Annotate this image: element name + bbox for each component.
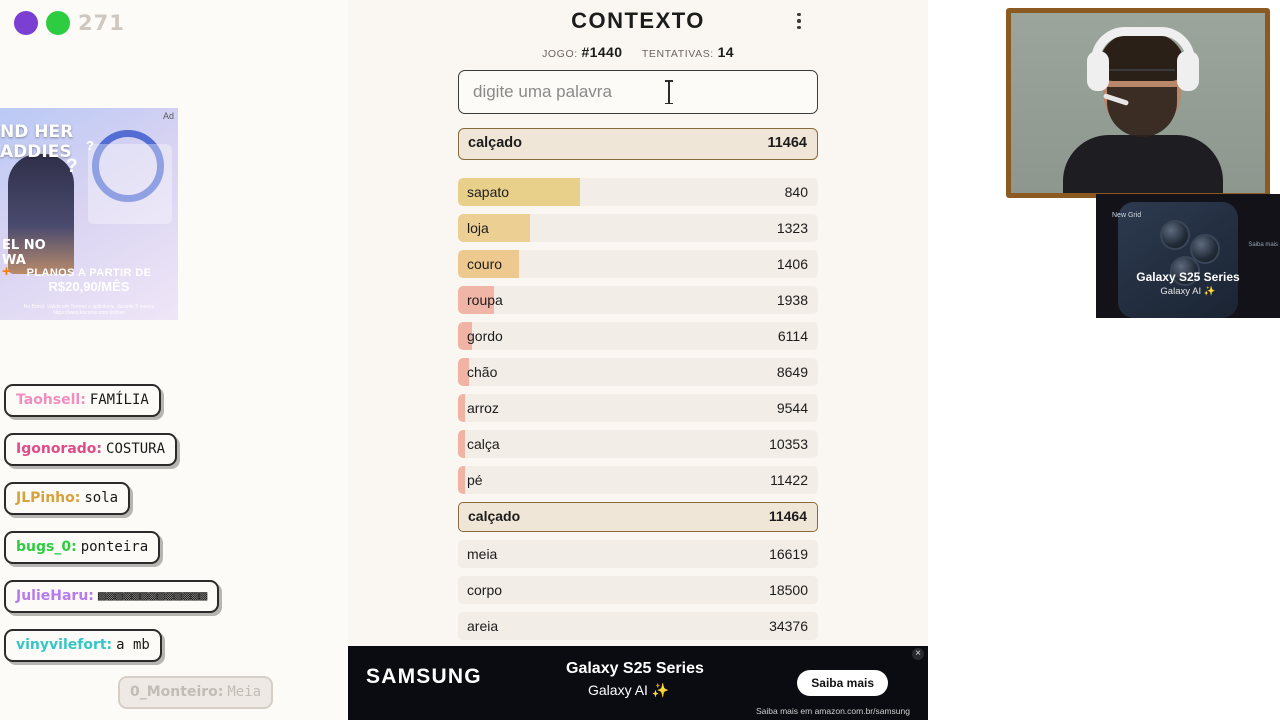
partial-ad-text xyxy=(1268,110,1280,140)
ad-headline-line2: ADDIES xyxy=(0,142,72,162)
guess-bar xyxy=(458,466,465,494)
chat-text: FAMÍLIA xyxy=(89,392,149,408)
chat-message xyxy=(4,384,161,417)
ad-badge-label: Ad xyxy=(162,111,174,121)
guess-row xyxy=(458,178,818,206)
text-cursor-icon xyxy=(668,80,670,104)
ad-subtitle: Galaxy AI ✨ xyxy=(1160,286,1216,297)
chat-text: ponteira xyxy=(80,539,149,555)
ad-product-line: Galaxy S25 Series xyxy=(566,660,704,677)
latest-guess-word: calçado xyxy=(468,135,522,151)
guess-row xyxy=(458,286,818,314)
chat-text: Meia xyxy=(227,684,262,700)
streamer-torso xyxy=(1063,135,1223,198)
guess-word: corpo xyxy=(467,582,503,598)
guess-row xyxy=(458,322,818,350)
guess-score: 11464 xyxy=(768,508,807,524)
guess-row xyxy=(458,576,818,604)
ad-brand-label: SAMSUNG xyxy=(366,665,482,688)
guess-row xyxy=(458,358,818,386)
contexto-game-panel xyxy=(348,0,928,720)
ad-headline-line1: ND HER xyxy=(0,122,74,142)
close-icon[interactable]: × xyxy=(912,648,924,660)
green-dot-icon xyxy=(46,11,70,35)
guess-bar xyxy=(458,430,465,458)
chat-username: vinyvilefort: xyxy=(16,637,113,653)
page-title: CONTEXTO xyxy=(571,8,705,33)
chat-message xyxy=(4,629,162,662)
chat-message xyxy=(4,580,219,613)
latest-guess-row-top xyxy=(458,128,818,160)
chat-message-incoming xyxy=(118,676,273,709)
ad-offer-line2: R$20,90/MÊS xyxy=(48,279,130,294)
chat-text: a mb xyxy=(116,637,150,653)
attempts-label: TENTATIVAS: xyxy=(641,48,714,60)
game-number-value: #1440 xyxy=(581,44,623,60)
chat-message-list xyxy=(4,384,348,678)
chat-username: Taohsell: xyxy=(16,392,86,408)
chat-text: sola xyxy=(84,490,119,506)
guess-row xyxy=(458,612,818,640)
ad-tag-label: New Grid xyxy=(1112,212,1142,219)
guess-score: 1323 xyxy=(776,220,808,236)
ad-question-mark-large: ? xyxy=(66,156,78,177)
guess-input[interactable] xyxy=(458,70,818,114)
viewer-counter xyxy=(14,8,125,38)
headphone-right xyxy=(1177,51,1199,91)
ad-offer-line1: PLANOS A PARTIR DE xyxy=(26,267,152,279)
ad-fine-print: No Brasil. Válido em Termos e aplicáveis, durante 3 meses https://www.kocome.com.br/plan xyxy=(23,304,155,316)
chat-text: ▩▩▩▩▩▩▩▩▩▩▩▩▩ xyxy=(97,588,208,604)
guess-row-current xyxy=(458,502,818,532)
guess-word: arroz xyxy=(467,400,499,416)
game-meta-row xyxy=(348,44,928,60)
guess-word: areia xyxy=(467,618,499,634)
attempts-value: 14 xyxy=(717,44,734,60)
purple-dot-icon xyxy=(14,11,38,35)
guess-score: 34376 xyxy=(769,618,808,634)
chat-message xyxy=(4,531,160,564)
phone-body xyxy=(1118,202,1238,318)
webcam-video[interactable] xyxy=(1006,8,1270,198)
right-phone-advertisement[interactable] xyxy=(1096,194,1280,318)
ad-cta-button[interactable]: Saiba mais xyxy=(797,670,888,696)
ad-side-link[interactable]: Saiba mais xyxy=(1248,242,1278,248)
guess-score: 16619 xyxy=(769,546,808,562)
guess-word: calça xyxy=(467,436,500,452)
chat-username: 0_Monteiro: xyxy=(130,684,224,700)
guess-word: sapato xyxy=(467,184,510,200)
chat-username: bugs_0: xyxy=(16,539,77,555)
guess-row xyxy=(458,250,818,278)
glasses-icon xyxy=(1109,69,1175,83)
guess-score: 9544 xyxy=(776,400,808,416)
guess-row xyxy=(458,394,818,422)
ad-side-label-line1: EL NO xyxy=(2,238,46,253)
guess-word: meia xyxy=(467,546,498,562)
chat-message xyxy=(4,433,177,466)
guess-score: 18500 xyxy=(769,582,808,598)
chat-username: JLPinho: xyxy=(16,490,81,506)
headphone-left xyxy=(1087,51,1109,91)
guess-word: loja xyxy=(467,220,489,236)
guess-score: 1938 xyxy=(776,292,808,308)
ad-fine-print: Saiba mais em amazon.com.br/samsung xyxy=(755,706,910,716)
game-number-label: JOGO: xyxy=(542,48,578,60)
guess-score: 8649 xyxy=(776,364,808,380)
guess-score: 10353 xyxy=(769,436,808,452)
guess-row xyxy=(458,466,818,494)
guess-score: 11422 xyxy=(770,472,808,488)
guess-score: 840 xyxy=(784,184,808,200)
guess-score: 1406 xyxy=(776,256,808,272)
latest-guess-score: 11464 xyxy=(767,135,807,151)
guess-input-wrapper[interactable] xyxy=(458,70,818,114)
ad-question-mark-small: ? xyxy=(86,138,94,153)
guess-row xyxy=(458,214,818,242)
chat-username: JulieHaru: xyxy=(16,588,94,604)
ad-title: Galaxy S25 Series xyxy=(1136,270,1240,284)
viewer-count-label: 271 xyxy=(78,11,125,35)
stream-overlay-panel xyxy=(0,0,348,720)
ad-figure-right xyxy=(88,144,172,224)
guess-word: calçado xyxy=(468,508,521,524)
guess-row xyxy=(458,430,818,458)
bottom-banner-ad[interactable] xyxy=(348,646,928,720)
guess-word: roupa xyxy=(467,292,503,308)
chat-message xyxy=(4,482,130,515)
guess-word: couro xyxy=(467,256,503,272)
guess-list xyxy=(458,178,818,648)
right-panel xyxy=(928,0,1280,720)
guess-word: gordo xyxy=(467,328,503,344)
left-advertisement[interactable] xyxy=(0,108,178,320)
camera-lens-icon xyxy=(1160,220,1190,250)
ad-side-label-line2: WA xyxy=(2,253,26,268)
guess-bar xyxy=(458,394,465,422)
guess-word: chão xyxy=(467,364,498,380)
guess-word: pé xyxy=(467,472,483,488)
ad-plus-symbol: + xyxy=(2,263,11,280)
chat-text: COSTURA xyxy=(106,441,166,457)
guess-row xyxy=(458,540,818,568)
kebab-menu-icon[interactable] xyxy=(788,9,810,33)
chat-username: Igonorado: xyxy=(16,441,103,457)
ad-product-subline: Galaxy AI ✨ xyxy=(588,682,670,698)
guess-score: 6114 xyxy=(777,328,808,344)
